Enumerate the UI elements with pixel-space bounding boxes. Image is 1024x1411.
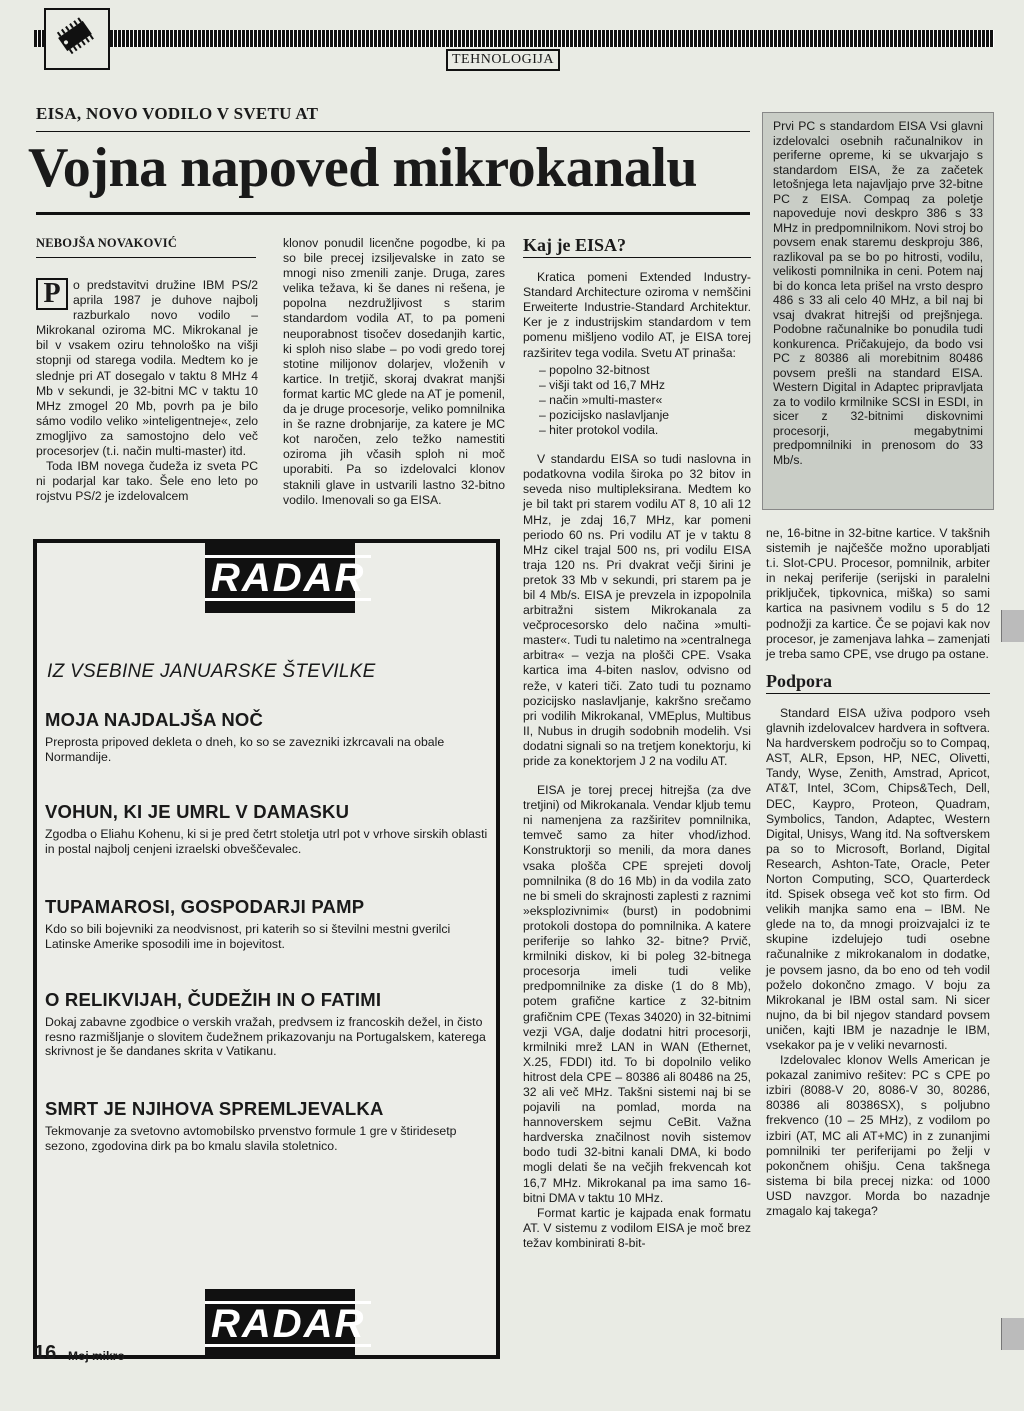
col1-paragraph-1: o predstavitvi družine IBM PS/2 aprila 1987 je duhove najbolj razburkalo novo vodilo – Mikrokanal oziroma MC. Mikrokanal je bil v vsakem oziru tehnološko na višji stopnji od starega vodila. Medtem ko je slednje pri AT dosegalo v taktu 8 MHz 4 Mb v sekundi, je 32-bitni MC v taktu 10 MHz zmogel 20 Mb, povrh pa je bilo sámo vodilo veliko »inteligentneje«, zelo zmogljivo za samostojno delo več procesorjev (t.i. način multi-master) itd. xyxy=(36,278,258,459)
section-heading-kaj-je-eisa: Kaj je EISA? xyxy=(523,235,626,255)
article-kicker: EISA, NOVO VODILO V SVETU AT xyxy=(36,104,319,123)
story-title: TUPAMAROSI, GOSPODARJI PAMP xyxy=(45,896,365,917)
headline-rule xyxy=(36,212,750,215)
edge-tab xyxy=(1001,610,1024,642)
author-byline: NEBOJŠA NOVAKOVIĆ xyxy=(36,236,178,250)
column-3 xyxy=(523,235,751,1251)
radar-subtitle: IZ VSEBINE JANUARSKE ŠTEVILKE xyxy=(47,661,376,682)
sidebar-box xyxy=(762,112,994,510)
drop-cap: P xyxy=(36,278,68,310)
col4-paragraph-3: Izdelovalec klonov Wells American je pokazal zanimivo rešitev: PC s CPE po izbiri (8088-V 20, 8086-V 30, 80286, 80386 ali 80386SX), s poljubno frekvenco (10 – 25 MHz), z vodilom po izbiri (AT, MC ali AT+MC) in z zunanjimi pomnilniki ter periferijami po želji v pokončnem ohišju. Cena takšnega sistema bi bila precej nizka: od 1000 USD navzgor. Morda bo nazadnje zmagalo kaj takega? xyxy=(766,1053,990,1219)
story-text: Kdo so bili bojevniki za neodvisnost, pri katerih so si številni mestni gverilci Latinske Amerike sposodili ime in bojevitost. xyxy=(45,922,451,951)
page-number: 16 xyxy=(34,1342,57,1364)
heading-rule xyxy=(766,693,990,694)
col3-paragraph-2: V standardu EISA so tudi naslovna in podatkovna vodila široka po 32 bitov in seveda niso multipleksirana. Medtem ko je bil takt pri starem vodilu AT 8, 10 ali 12 MHz, je zdaj 16,7 MHz, kar pomeni periodo 60 ns. Pri vodilu AT je v taktu 8 MHz cikel trajal 500 ns, pri vodilu EISA traja 120 ns. Pri dvakrat večji širini je pretok 33 Mb v sekundi, pri starem pa je bil 4 Mb/s. EISA je prevzela in izpopolnila arbitražni sistem Mikrokanala za večprocesorsko delo načina »multi-master«. Tudi tu naletimo na »centralnega arbitra« – vezja na plošči CPE. Vsaka kartica ima 4-biten naslov, odvisno od reže, v kateri tiči. Zato tudi tu poznamo pozicijsko naslavljanje, kakršno srečamo pri vodilih Mikrokanal, VMEplus, Multibus II, Nubus in drugih sodobnih modelih. Vsi dodatni signali so na tretjem konektorju, ki pride za konektorjem J 2 na vodilu AT. xyxy=(523,452,751,768)
radar-logo-top: RADAR xyxy=(205,543,355,613)
section-icon-box xyxy=(44,8,110,70)
list-item: – popolno 32-bitnost xyxy=(539,362,650,377)
kicker-rule xyxy=(36,131,750,132)
radar-story xyxy=(45,1098,493,1153)
story-title: SMRT JE NJIHOVA SPREMLJEVALKA xyxy=(45,1098,384,1119)
radar-story xyxy=(45,989,493,1059)
story-title: VOHUN, KI JE UMRL V DAMASKU xyxy=(45,801,350,822)
story-text: Preprosta pripoved dekleta o dneh, ko so se zavezniki izkrcavali na obale Normandije. xyxy=(45,735,445,764)
story-text: Zgodba o Eliahu Kohenu, ki si je pred četrt stoletja utrl pot v vrhove sirskih oblasti in postal najbolj cenjeni izraelski obveščevalec. xyxy=(45,827,488,856)
radar-story xyxy=(45,801,493,856)
article-headline: Vojna napoved mikrokanalu xyxy=(28,137,698,199)
radar-story xyxy=(45,709,493,764)
col2-paragraph-1: klonov ponudil licenčne pogodbe, ki pa so bile precej izsiljevalske in zato se mnogi niso zmenili zanje. Druga, zares velika težava, ki še danes ni rešena, je popolna nezdružljivost s starim standardom vodila AT, to pa pomeni neuporabnost tisočev dosedanjih kartic, ki sploh niso slabe – po vodi gredo torej stotine milijonov dolarjev, vloženih v kartice. In tretjič, skoraj dvakrat manjši format kartic MC glede na AT je pomenil, da je druge procesorje, veliko pomnilnika in še razne drobnjarije, za katere je MC kot naročen, zelo težko namestiti oziroma jih včasih sploh ni moč uporabiti. Pa so izdelovalci klonov staknili glave in ustvarili lastno 32-bitno vodilo. Imenovali so ga EISA. xyxy=(283,236,505,507)
story-text: Dokaj zabavne zgodbice o verskih vražah, predvsem iz francoskih dežel, in čisto resno razmišljanje o slovitem čudežnem prikazovanju na Portugalskem, katerega skrivnost je še dandanes skrita v Vatikanu. xyxy=(45,1015,486,1058)
col3-paragraph-4: Format kartic je kajpada enak formatu AT. V sistemu z vodilom EISA je moč brez težav kombinirati 8-bit- xyxy=(523,1205,751,1250)
col1-paragraph-2: Toda IBM novega čudeža iz sveta PC ni podarjal kar tako. Šele eno leto po rojstvu PS/2 je izdelovalcem xyxy=(36,459,258,504)
sidebar-text: Prvi PC s standardom EISA Vsi glavni izdelovalci osebnih računalnikov in periferne opreme, ki se ukvarjajo s standardom EISA, že za začetek letošnjega leta najavljajo prve 32-bitne PC z EISA. Compaq za poletje napoveduje novi deskpro 386 s 33 MHz in predpomnilnikom. Novi stroj bo povsem enak staremu deskproju 386, razlikoval pa se bo po hitrosti, vodilu, velikosti pomnilnika in ceni. Potem naj bi do konca leta prišel na vrsto despro 486 s 33 ali celo 40 MHz, a bil naj bi vsaj dvakrat hitrejši od prejšnjega. Podobne računalnike bo ponudila tudi konkurenca. Pričakujejo, da bodo vsi PC z 80386 ali morebitnim 80486 povsem prešli na standard EISA. Western Digital in Adaptec pripravljata za to vodilo krmilnike SCSI in ESDI, in sicer z 32-bitnimi diskovnimi procesorji, megabytnimi predpomnilniki in prenosom do 33 Mb/s. xyxy=(773,119,983,467)
list-item: – hiter protokol vodila. xyxy=(539,423,659,438)
author-rule xyxy=(36,257,256,258)
list-item: – pozicijsko naslavljanje xyxy=(539,407,670,422)
column-1 xyxy=(36,278,258,504)
list-item: – višji takt od 16,7 MHz xyxy=(539,377,665,392)
section-heading-podpora: Podpora xyxy=(766,670,833,691)
chip-icon xyxy=(52,16,98,56)
list-item: – način »multi-master« xyxy=(539,392,663,407)
col3-paragraph-1: Kratica pomeni Extended Industry-Standard Architecture oziroma v nemščini Erweiterte Industrie-Standard Architektur. Ker je z industrijskim standardom v tem pomenu mišljeno vodilo AT, je EISA torej razširitev tega vodila. Svetu AT prinaša: xyxy=(523,270,751,360)
radar-story xyxy=(45,896,493,951)
column-2 xyxy=(283,236,505,508)
col4-paragraph-1: ne, 16-bitne in 32-bitne kartice. V takšnih sistemih je najčešče možno uporabljati t.i. Slot-CPU. Procesor, pomnilnik, arbiter in nekaj periferije (serijski in paralelni priključek, tipkovnica, miška) so sami kartica na pasivnem vodilu s 5 do 12 podnožji za kartice. Če se pojavi kak nov procesor, je zamenjava lahka – zamenjati je treba samo CPE, vse drugo pa ostane. xyxy=(766,526,990,661)
story-text: Tekmovanje za svetovno avtomobilsko prvenstvo formule 1 gre v štiridesetp sezono, zgodovina dirk pa bo kmalu slavila stoletnico. xyxy=(45,1124,457,1153)
col4-paragraph-2: Standard EISA uživa podporo vseh glavnih izdelovalcev hardvera in softvera. Na hardverskem področju so to Compaq, AST, ALR, Epson, HP, NEC, Olivetti, Tandy, Wyse, Zenith, Amstrad, Apricot, AT&T, Intel, 3Com, Chips&Tech, Dell, DEC, Kaypro, Proteon, Quadram, Symbolics, Tandon, Adaptec, Western Digital, Unisys, Wang itd. Na softverskem pa so to Microsoft, Borland, Digital Research, Ashton-Tate, Oracle, Peter Norton Computing, SCO, Quarterdeck itd. Spisek obsega več kot sto firm. Od velikih manjka samo ena – IBM. Ne glede na to, da mnogi proizvajalci iz te skupine izdelujejo tudi osebne računalnike z mikrokanalom in dodatke, je povsem jasno, da bo eno od teh vodil poželo dokončno zmago. V boju za Mikrokanal je IBM ostal sam. Ni sicer nujno, da bi bil njegov standard povsem uničen, kajti IBM je nazadnje le IBM, vsekakor pa je v veliki nevarnosti. xyxy=(766,705,990,1052)
edge-tab xyxy=(1001,1318,1024,1350)
radar-advert-box xyxy=(33,539,500,1359)
radar-logo-bottom: RADAR xyxy=(205,1289,355,1359)
story-title: O RELIKVIJAH, ČUDEŽIH IN O FATIMI xyxy=(45,989,382,1010)
col3-paragraph-3: EISA je torej precej hitrejša (za dve tretjini) od Mikrokanala. Vendar kljub temu ni namenjena za razširitev pomnilnika, temveč samo za hiter vhod/izhod. Konstruktorji so menili, da mora danes vsaka plošča CPE sprejeti dovolj pomnilnika (8 do 16 Mb) in da vodila zato ne bi smeli do skrajnosti zaplesti z raznimi »eksplozivnimi« (burst) in podobnimi protokoli dostopa do pomnilnika. A katere periferije so lahko 32- bitne? Prvič, krmilniki diskov, ki bi poleg 32-bitnega procesorja imeli tudi velike predpomnilnike za diske (1 do 8 Mb), potem grafične kartice z 32-bitnim grafičnim CPE (Texas 34020) in 32-bitnimi vezji VGA, dalje dodatni hitri procesorji, krmilniki mrež LAN in WAN (Ethernet, X.25, FDDI) itd. To bi dopolnilo veliko hitrost dela CPE – 80386 ali 80486 na 25, 32 ali več MHz. Takšni sistemi naj bi se pojavili na pomlad, morda na hannoverskem sejmu CeBit. Važna hardverska značilnost novih sistemov bodo tudi 32-bitni kanali DMA, ki bodo mogli delati še na večjih frekvencah kot 16,7 MHz. Mikrokanal pa ima samo 16-bitni DMA v taktu 10 MHz. xyxy=(523,783,751,1205)
header-bar xyxy=(34,30,994,47)
magazine-name: Moj mikro xyxy=(68,1349,125,1363)
heading-rule xyxy=(523,257,751,258)
section-label: TEHNOLOGIJA xyxy=(446,49,560,71)
column-4 xyxy=(766,526,990,1219)
story-title: MOJA NAJDALJŠA NOČ xyxy=(45,709,264,730)
feature-list xyxy=(523,363,751,438)
